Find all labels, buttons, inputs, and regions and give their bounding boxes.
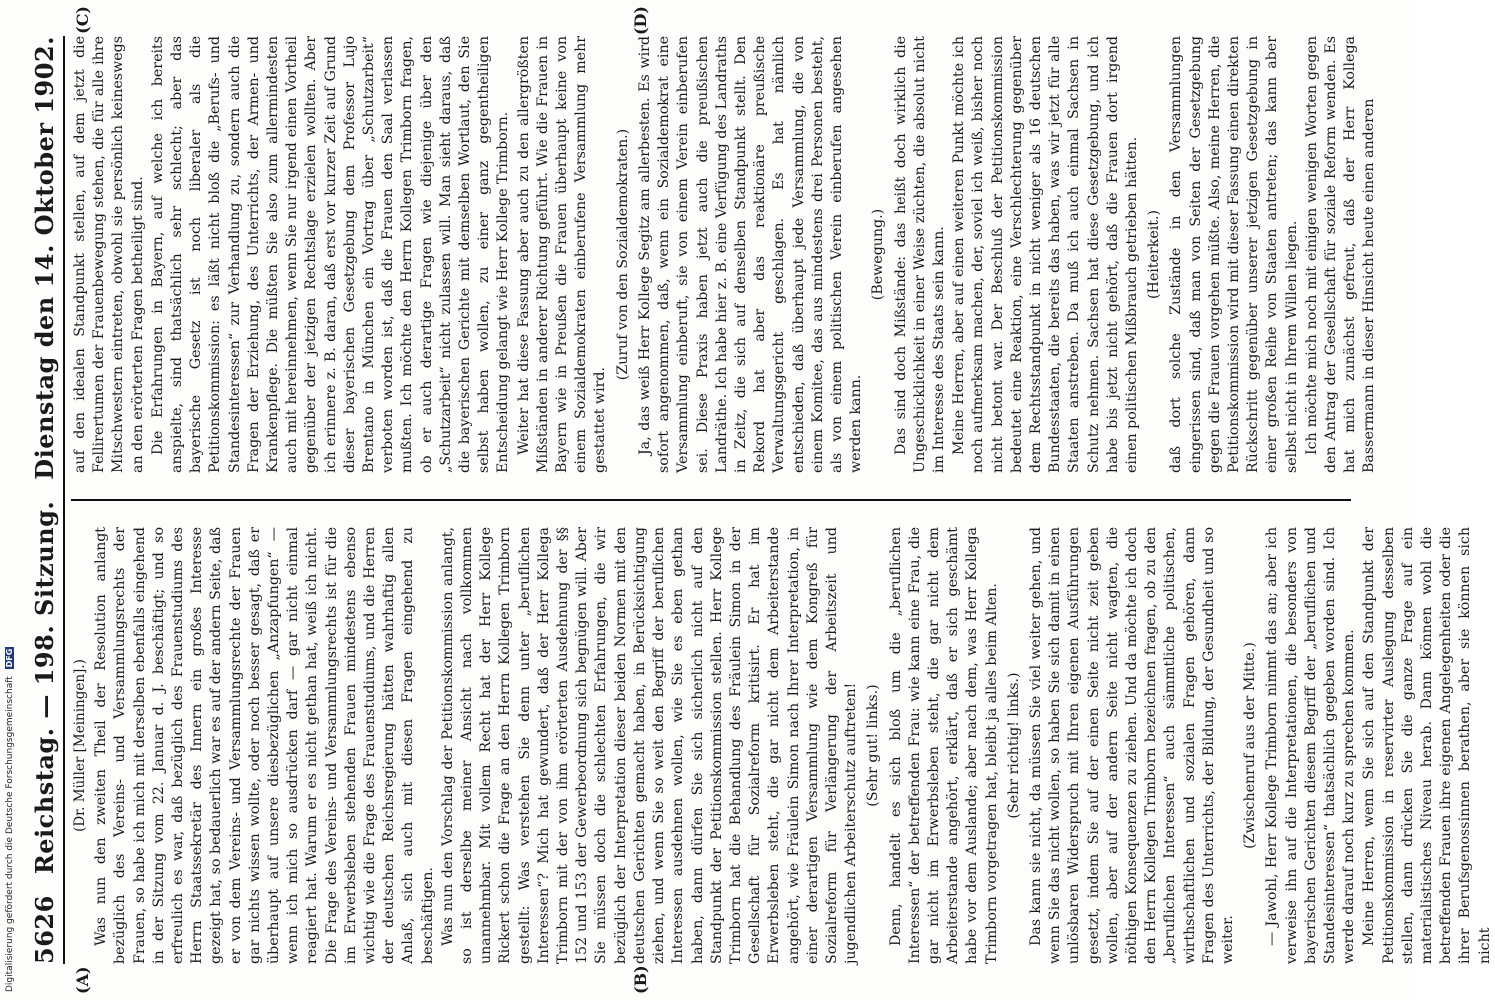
speaker-label: (Dr. Müller [Meiningen].) bbox=[72, 659, 88, 832]
page-header bbox=[30, 36, 65, 964]
dfg-logo-icon: DFG bbox=[5, 648, 14, 668]
right-column bbox=[71, 6, 1378, 473]
interjection: (Sehr gut! links.) bbox=[865, 684, 882, 807]
paragraph: Ich möchte mich noch mit einigen wenigen Worten gegen den Antrag der Gesellschaft für soziale Reform wenden. Es hat mich zunächst gefreut, daß der Herr Kollega Bassermann in dieser Hinsicht heute einen anderen bbox=[1303, 36, 1378, 473]
margin-marker-b: (B) bbox=[631, 965, 650, 994]
interjection: (Zuruf von den Sozialdemokraten.) bbox=[614, 128, 631, 381]
paragraph: Ja, das weiß Herr Kollege Segitz am allerbesten. Es wird sofort angenommen, daß, wenn ein Sozialdemokrat eine Versammlung einberuft, sie von einem Verein einberufen sei. Diese Praxis haben jetzt auch die preußischen Landräthe. Ich habe hier z. B. eine Verfügung des Landraths in Zeitz, die sich auf denselben Standpunkt stellt. Den Rekord hat aber das reaktionäre preußische Verwaltungsgericht geschlagen. Es hat nämlich entschieden, daß überhaupt jede Versammlung, die von einem Komitee, das aus mindestens drei Personen besteht, als von einem politischen Verein einberufen angesehen werden kann. bbox=[636, 36, 865, 473]
paragraph: Denn, handelt es sich bloß um die „beruflichen Interessen“ der betreffenden Frau: wie kann eine Frau, die gar nicht im Erwerbsleben steht, die gar nicht dem Arbeiterstande angehört, erklärt, daß er sich geschämt habe vor dem Auslande; aber nach dem, was Herr Kollega Trimborn vorgetragen hat, bleibt ja alles beim Alten. bbox=[887, 527, 1000, 964]
paragraph: Was nun den Vorschlag der Petitionskommission anlangt, so ist derselbe meiner Ansicht nach vollkommen unannehmbar. Mit vollem Recht hat der Herr Kollege Rickert schon die Frage an den Herrn Kollegen Trimborn gestellt: Was verstehen Sie denn unter „beruflichen Interessen“? Mich hat gewundert, daß der Herr Kollega Trimborn mit der von ihm erörterten Ausdehnung der §§ 152 und 153 der Gewerbeordnung sich begnügen will. Aber Sie müssen doch die schlechten Erfahrungen, die wir bezüglich der Interpretation dieser beiden Normen mit den deutschen Gerichten gemacht haben, in Berücksichtigung ziehen, und wenn Sie so weit den Begriff der beruflichen Interessen ausdehnen wollen, wie Sie es eben gethan haben, dann dürfen Sie sich sicherlich nicht auf den Standpunkt der Petitionskommission stellen. Herr Kollege Trimborn hat die Behandlung des Fräulein Simon in der Gesellschaft für Sozialreform kritisirt. Er hat im Erwerbsleben steht, die gar nicht dem Arbeiterstande angehört, wie Fräulein Simon nach Ihrer Interpretation, in einer derartigen Versammlung wie dem Kongreß für Sozialreform für Verlängerung der Arbeitszeit und jugendlichen Arbeiterschutz auftreten! bbox=[439, 527, 860, 964]
page-number: 5626 bbox=[30, 895, 59, 964]
column-divider bbox=[71, 499, 1351, 501]
paragraph: Meine Herren, aber auf einen weiteren Punkt möchte ich noch aufmerksam machen, der, soviel ich weiß, bisher noch nicht betont war. Der Beschluß der Petitionskommission bedeutet eine Reaktion, eine Verschlechterung gegenüber dem Rechtsstandpunkt in nicht weniger als 16 deutschen Bundesstaaten, die bereits das haben, was wir jetzt für alle Staaten anstreben. Da muß ich auch einmal Sachsen in Schutz nehmen. Sachsen hat diese Gesetzgebung, und ich habe bis jetzt nicht gehört, daß die Frauen dort irgend einen politischen Mißbrauch getrieben hätten. bbox=[951, 36, 1140, 473]
paragraph: Das kann sie nicht, da müssen Sie viel weiter gehen, und wenn Sie das nicht wollen, so haben Sie sich damit in einen unlösbaren Widerspruch mit Ihren eigenen Ausführungen gesetzt, indem Sie auf der einen Seite nicht zeit geben wollen, aber auf der andern Seite nicht wagten, die nöthigen Konsequenzen zu ziehen. Und da möchte ich doch den Herrn Kollegen Trimborn bezeichnen fragen, ob zu den „beruflichen Interessen“ auch sämmtliche politischen, wirthschaftlichen und sozialen Fragen gehören, dann Fragen des Unterrichts, der Bildung, der Gesundheit und so weiter. bbox=[1027, 527, 1236, 964]
paragraph: — Jawohl, Herr Kollege Trimborn nimmt das an; aber ich verweise ihn auf die Interpretationen, die besonders von bayerischen Gerichten diesem Begriff der „beruflichen und Standesinteressen“ thatsächlich gegeben worden sind. Ich werde darauf noch kurz zu sprechen kommen. bbox=[1264, 527, 1358, 964]
digitization-credit bbox=[1, 0, 17, 992]
paragraph: Das sind doch Mißstände: das heißt doch wirklich die Ungeschicklichkeit in einer Weise züchten, die absolut nicht im Interesse des Staats sein kann. bbox=[892, 36, 947, 473]
paragraph: Die Erfahrungen in Bayern, auf welche ich bereits anspielte, sind thatsächlich sehr schlecht; aber das bayerische Gesetz ist noch liberaler als die Petitionskommission: es läßt nicht bloß die „Berufs- und Standesinteressen“ zur Verhandlung zu, sondern auch die Fragen der Erziehung, des Unterrichts, der Armen- und Krankenpflege. Die müßten Sie also zum allermindesten auch mit hereinnehmen, wenn Sie nur irgend einen Vortheil gegenüber der jetzigen Rechtslage erzielen wollten. Aber ich erinnere z. B. daran, daß erst vor kurzer Zeit auf Grund dieser bayerischen Gesetzgebung dem Professor Lujo Brentano in München ein Vortrag über „Schutzarbeit“ verboten worden ist, daß die Frauen den Saal verlassen mußten. Ich möchte den Herrn Kollegen Trimborn fragen, ob er auch derartige Fragen wie diejenige über den „Schutzarbeit“ nicht zulassen will. Man sieht daraus, daß die bayerischen Gerichte mit demselben Wortlaut, den Sie selbst haben wollen, zu einer ganz gegentheiligen Entscheidung gelangt wie Herr Kollege Trimborn. bbox=[149, 36, 512, 473]
paragraph: Was nun den zweiten Theil der Resolution anlangt bezüglich des Vereins- und Versammlungsrechts der Frauen, so habe ich mich mit derselben ebenfalls eingehend in der Sitzung vom 22. Januar d. J. beschäftigt; und so erfreulich es war, daß bezüglich des Frauenstudiums des Herrn Staatssekretär des Innern ein großes Interesse gezeigt hat, so bedauerlich war es auf der andern Seite, daß er von dem Vereins- und Versammlungsrechte der Frauen gar nichts wissen wollte, oder noch besser gesagt, daß er überhaupt auf unsere diesbezüglichen „Anzapfungen“ — wenn ich mich so ausdrücken darf — gar nicht einmal reagiert hat. Warum er es nicht gethan hat, weiß ich nicht. Die Frage des Vereins- und Versammlungsrechts ist für die im Erwerbsleben stehenden Frauen mindestens ebenso wichtig wie die Frage des Frauenstudiums, und die Herren der deutschen Reichsregierung hätten wahrhaftig allen Anlaß, sich auch mit diesen Fragen eingehend zu beschäftigen. bbox=[93, 527, 436, 964]
paragraph: Meine Herren, wenn Sie sich auf den Standpunkt der Petitionskommission in reservirter Auslegung desselben stellen, dann drücken Sie die ganze Frage auf ein materialistisches Niveau herab. Dann können wohl die betreffenden Frauen ihre eigenen Angelegenheiten oder die ihrer Berufsgenossinnen berathen, aber sie können sich nicht bbox=[1361, 527, 1493, 964]
session-date: Dienstag den 14. Oktober 1902. bbox=[30, 36, 59, 480]
session-title: Reichstag. — 198. Sitzung. bbox=[30, 500, 59, 875]
interjection: (Bewegung.) bbox=[870, 208, 887, 301]
margin-marker-d: (D) bbox=[631, 6, 650, 36]
margin-marker-c: (C) bbox=[73, 6, 92, 34]
interjection: (Heiterkeit.) bbox=[1146, 210, 1163, 299]
paragraph: Weiter hat diese Fassung aber auch zu den allergrößten Mißständen in anderer Richtung geführt. Wie die Frauen in Bayern wie in Preußen die Frauen überhaupt keine von einem Sozialdemokraten einberufene Versammlung mehr gestattet wird. bbox=[515, 36, 609, 473]
interjection: (Sehr richtig! links.) bbox=[1005, 672, 1022, 819]
margin-marker-a: (A) bbox=[73, 966, 92, 994]
paragraph: daß dort solche Zustände in den Versammlungen eingerissen sind, daß man von Seiten der Gesetzgebung gegen die Frauen vorgehen müßte. Also, meine Herren, die Petitionskommission wird mit dieser Fassung einen direkten Rückschritt gegenüber unserer jetzigen Gesetzgebung in einer großen Reihe von Staaten antreten; das kann aber selbst nicht in Ihrem Willen liegen. bbox=[1168, 36, 1300, 473]
credit-text: Digitalisierung gefördert durch die Deutsche Forschungsgemeinschaft bbox=[5, 676, 15, 992]
left-column bbox=[71, 527, 1493, 994]
paragraph: auf den idealen Standpunkt stellen, auf dem jetzt die Fellirertumen der Frauenbewegung stehen, die für alle ihre Mitschwestern eintreten, obwohl sie persönlich keineswegs an den erörterten Fragen betheiligt sind. bbox=[72, 36, 146, 473]
interjection: (Zwischenruf aus der Mitte.) bbox=[1242, 642, 1259, 849]
text-columns bbox=[71, 6, 1493, 994]
